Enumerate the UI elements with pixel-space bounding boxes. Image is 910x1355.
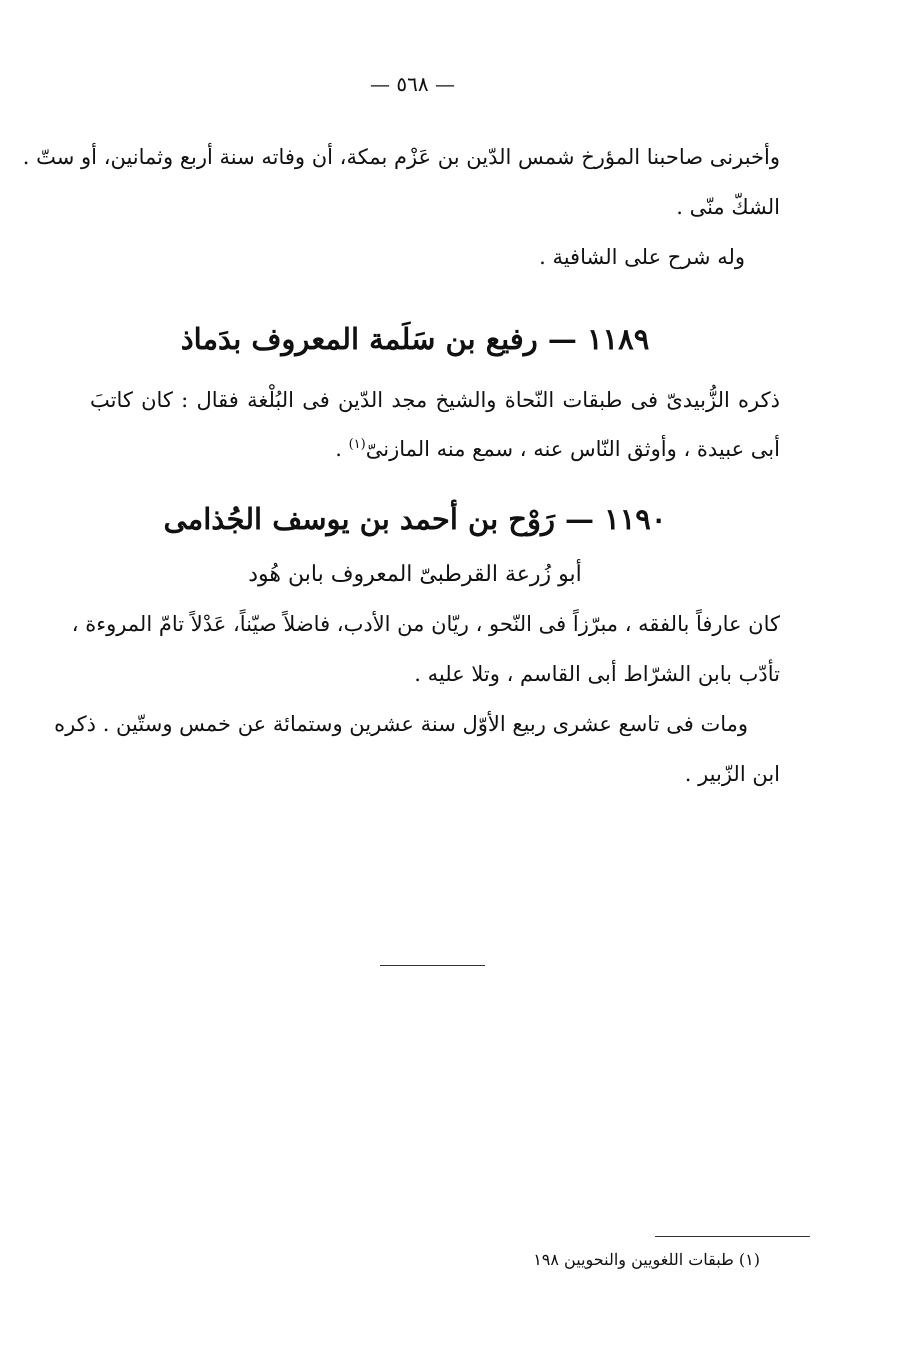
section-divider	[380, 965, 485, 966]
paragraph-text: أبى عبيدة ، وأوثق النّاس عنه ، سمع منه المازنىّ	[365, 437, 780, 461]
paragraph-line: وله شرح على الشافية .	[539, 245, 745, 269]
footnote-marker: (١)	[738, 1250, 760, 1269]
paragraph-line: ابن الزّبير .	[684, 762, 780, 786]
entry-subheading: أبو زُرعة القرطبىّ المعروف بابن هُود	[248, 562, 582, 587]
paragraph-line: وأخبرنى صاحبنا المؤرخ شمس الدّين بن عَزْم بمكة، أن وفاته سنة أربع وثمانين، أو ستّ .	[22, 145, 780, 169]
paragraph-line	[335, 437, 780, 461]
footnote-reference: (١)	[348, 437, 366, 452]
paragraph-line: الشكّ منّى .	[676, 195, 780, 219]
page-number: — ٥٦٨ —	[370, 72, 455, 96]
footnote-divider	[655, 1236, 810, 1237]
paragraph-line: ذكره الزُّبيدىّ فى طبقات النّحاة والشيخ مجد الدّين فى البُلْغة فقال : كان كاتبَ	[90, 388, 780, 412]
footnote-text: طبقات اللغويين والنحويين ١٩٨	[533, 1250, 734, 1269]
paragraph-text: .	[335, 437, 349, 461]
entry-heading-1189: ١١٨٩ — رفيع بن سَلَمة المعروف بدَماذ	[180, 322, 650, 356]
paragraph-line: ومات فى تاسع عشرى ربيع الأوّل سنة عشرين وستمائة عن خمس وستّين . ذكره	[54, 712, 748, 736]
paragraph-line: تأدّب بابن الشرّاط أبى القاسم ، وتلا عليه .	[414, 662, 780, 686]
paragraph-line: كان عارفاً بالفقه ، مبرّزاً فى النّحو ، ريّان من الأدب، فاضلاً صيّناً، عَدْلاً تامّ المروءة ،	[71, 612, 780, 636]
footnote	[533, 1250, 760, 1269]
entry-heading-1190: ١١٩٠ — رَوْح بن أحمد بن يوسف الجُذامى	[163, 502, 667, 536]
